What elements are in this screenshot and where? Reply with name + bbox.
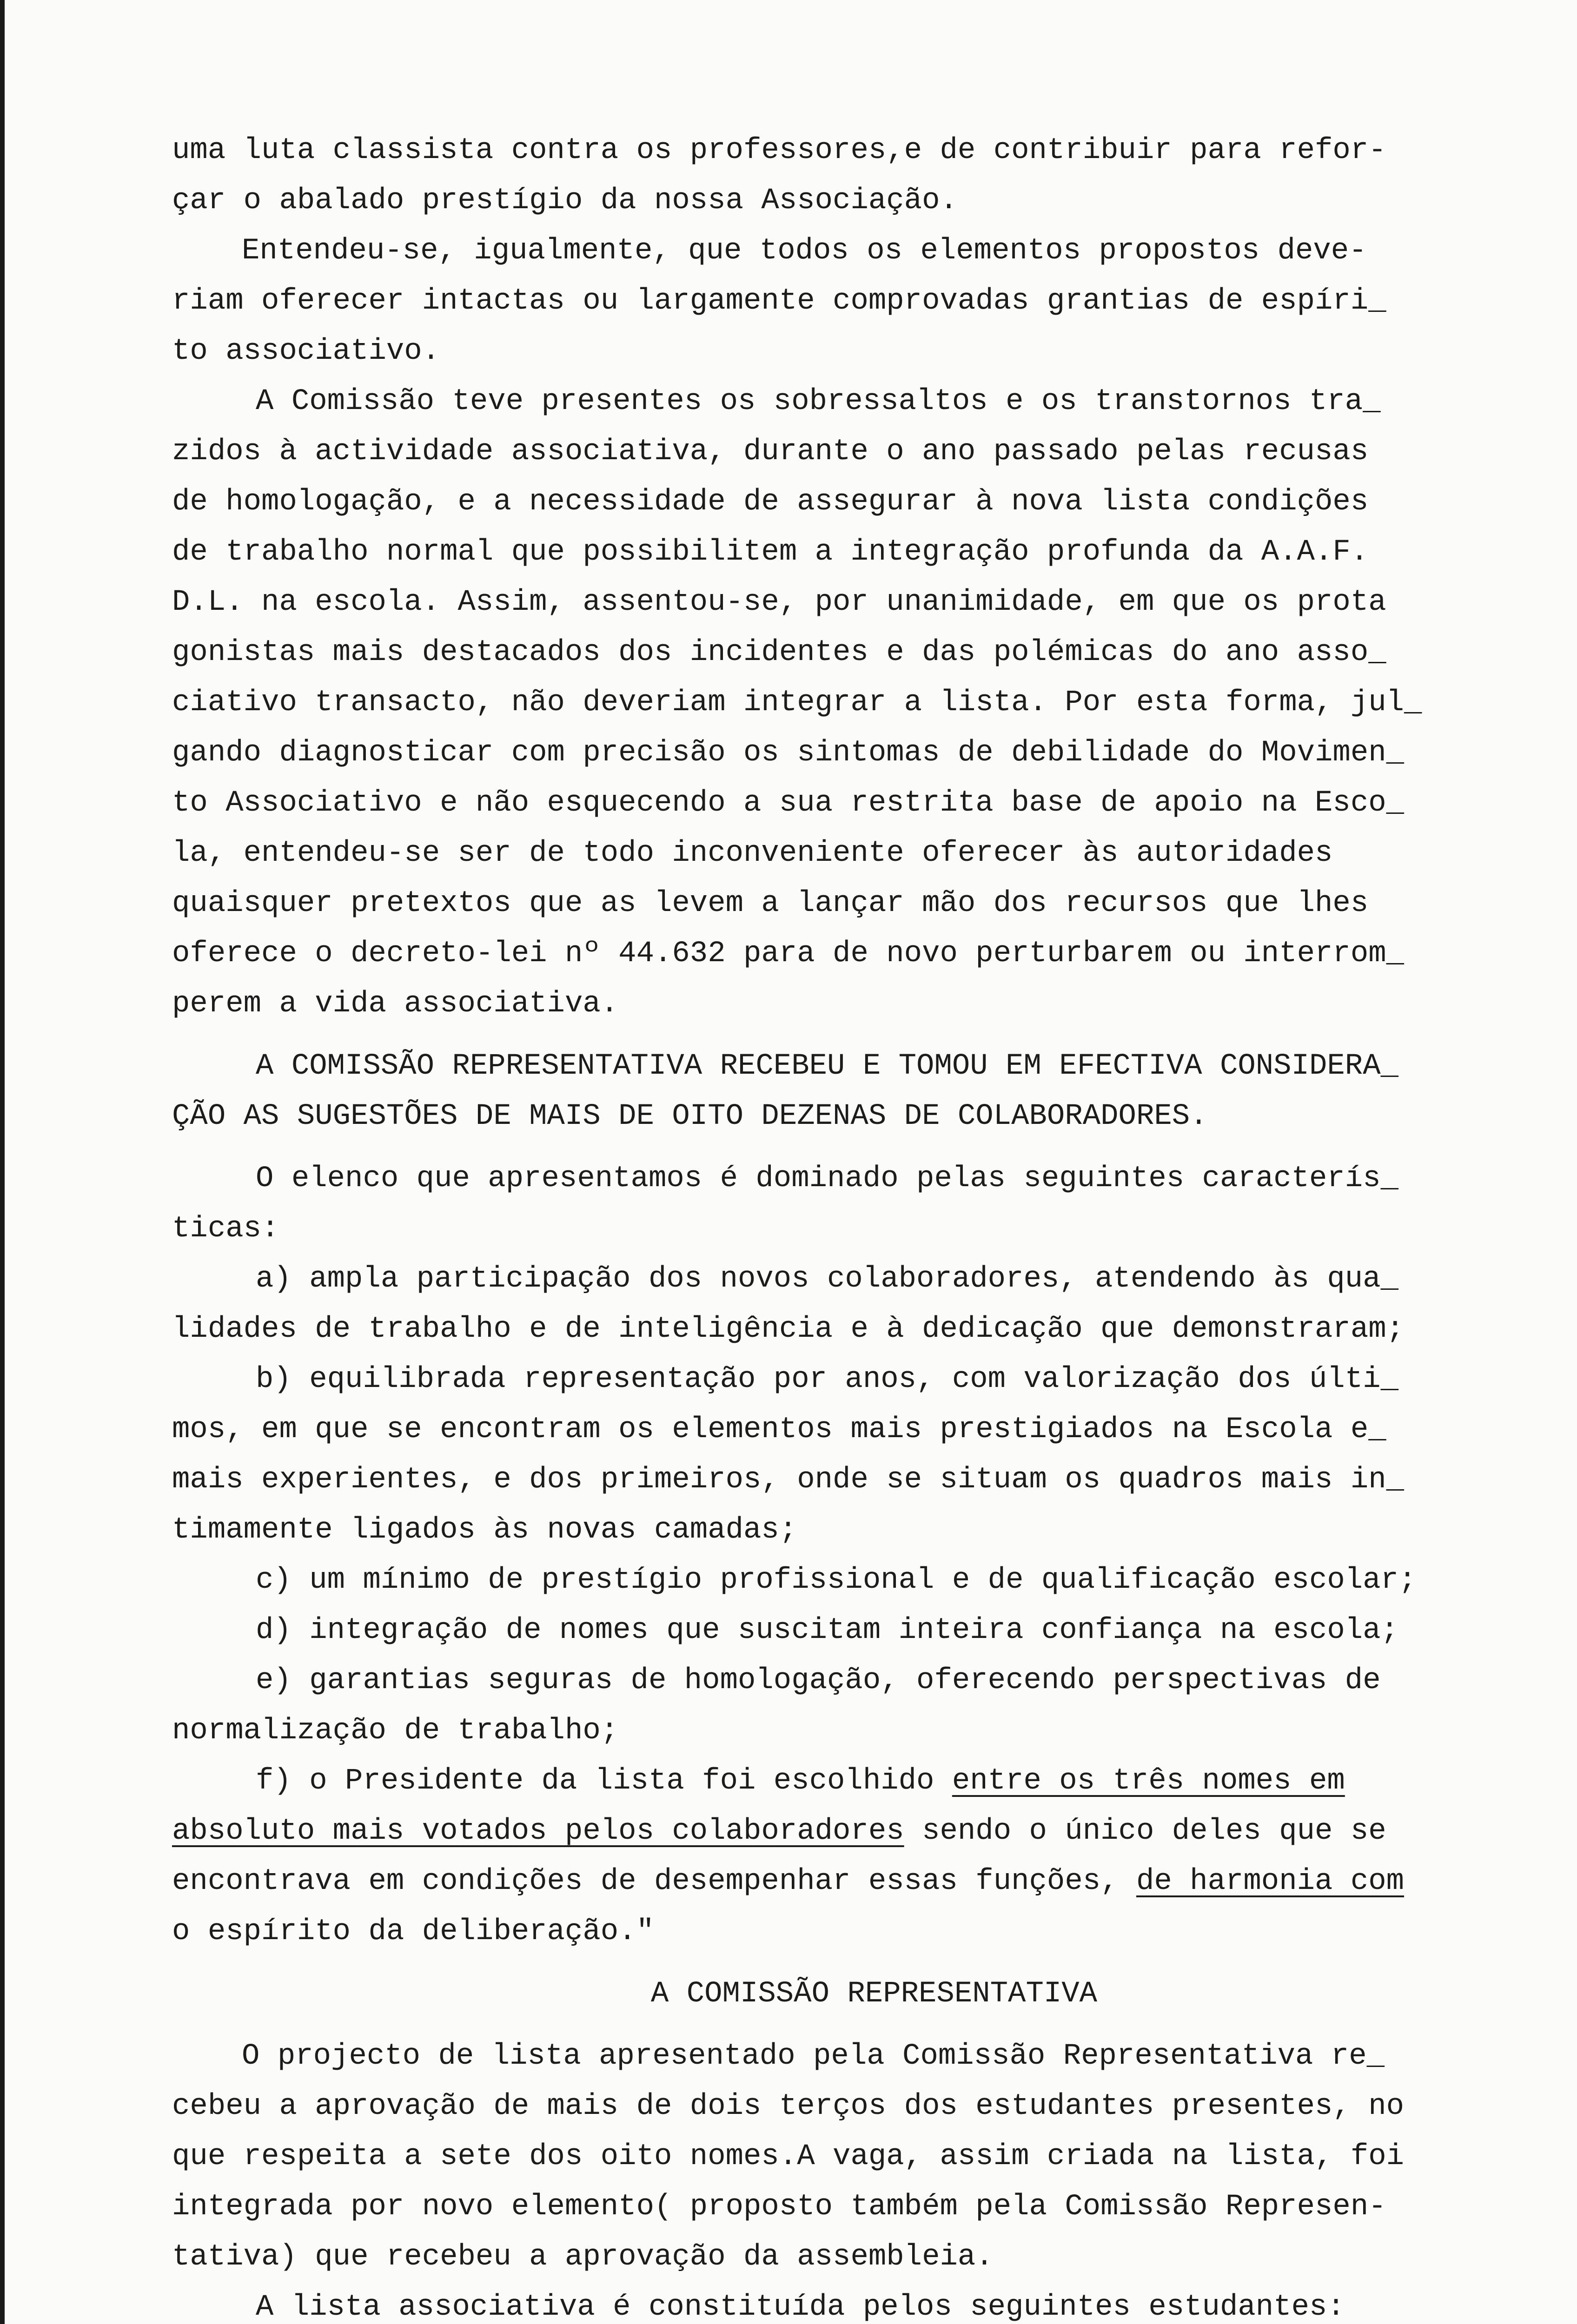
item-f-text: encontrava em condições de desempenhar essas funções, [172,1865,1136,1898]
body-line: la, entendeu-se ser de todo inconveniente oferecer às autoridades [172,837,1333,870]
elenco-line-1: O elenco que apresentamos é dominado pelas seguintes caracterís_ [256,1162,1398,1195]
item-f-underlined: de harmonia com [1136,1865,1405,1898]
body-line: perem a vida associativa. [172,987,619,1021]
body-line: to associativo. [172,335,440,368]
item-f-underlined: entre os três nomes em [952,1764,1345,1798]
item-f-underlined: absoluto mais votados pelos colaboradores [172,1815,904,1848]
body-line: oferece o decreto-lei nº 44.632 para de novo perturbarem ou interrom_ [172,937,1405,971]
body-line: to Associativo e não esquecendo a sua restrita base de apoio na Esco_ [172,786,1405,820]
caps-heading-line-1: A COMISSÃO REPRESENTATIVA RECEBEU E TOMOU EM EFECTIVA CONSIDERA_ [256,1050,1398,1083]
result-line: integrada por novo elemento( proposto também pela Comissão Represen- [172,2190,1386,2224]
result-line: que respeita a sete dos oito nomes.A vaga, assim criada na lista, foi [172,2140,1405,2173]
body-line: A Comissão teve presentes os sobressaltos e os transtornos tra_ [256,385,1381,418]
item-b-line-3: mais experientes, e dos primeiros, onde se situam os quadros mais in_ [172,1463,1405,1497]
result-line: O projecto de lista apresentado pela Comissão Representativa re_ [242,2040,1385,2073]
item-f-line-1 [172,1756,1437,1806]
elenco-line-2: ticas: [172,1212,279,1246]
spacer [172,1029,1437,1041]
item-a-line-1: a) ampla participação dos novos colaboradores, atendendo às qua_ [256,1262,1398,1296]
item-e-line-1: e) garantias seguras de homologação, oferecendo perspectivas de [256,1664,1381,1697]
item-d: d) integração de nomes que suscitam inteira confiança na escola; [256,1614,1398,1647]
body-line: gando diagnosticar com precisão os sintomas de debilidade do Movimen_ [172,736,1405,770]
item-f-text: f) o Presidente da lista foi escolhido [256,1764,952,1798]
document-body [172,125,1437,2324]
item-b-line-4: timamente ligados às novas camadas; [172,1513,797,1547]
scan-left-edge [0,0,5,2324]
spacer [172,1957,1437,1969]
result-line: A lista associativa é constituída pelos seguintes estudantes: [256,2291,1345,2324]
item-f-line-2 [172,1806,1437,1856]
body-line: de trabalho normal que possibilitem a integração profunda da A.A.F. [172,535,1369,569]
spacer [172,1142,1437,1154]
result-line: tativa) que recebeu a aprovação da assembleia. [172,2240,994,2274]
item-f-line-3 [172,1856,1437,1907]
item-a-line-2: lidades de trabalho e de inteligência e à dedicação que demonstraram; [172,1313,1405,1346]
body-line: ciativo transacto, não deveriam integrar a lista. Por esta forma, jul_ [172,686,1422,720]
body-line: çar o abalado prestígio da nossa Associação. [172,184,958,218]
body-line: D.L. na escola. Assim, assentou-se, por unanimidade, em que os prota [172,586,1386,619]
item-b-line-1: b) equilibrada representação por anos, com valorização dos últi_ [256,1363,1398,1396]
body-line: gonistas mais destacados dos incidentes e das polémicas do ano asso_ [172,636,1386,669]
body-line: quaisquer pretextos que as levem a lançar mão dos recursos que lhes [172,887,1369,920]
item-f-text: sendo o único deles que se [904,1815,1386,1848]
body-line: Entendeu-se, igualmente, que todos os elementos propostos deve- [242,234,1367,268]
body-line: de homologação, e a necessidade de assegurar à nova lista condições [172,485,1369,519]
spacer [172,2019,1437,2031]
caps-heading-line-2: ÇÃO AS SUGESTÕES DE MAIS DE OITO DEZENAS DE COLABORADORES. [172,1100,1208,1133]
body-line: riam oferecer intactas ou largamente comprovadas grantias de espíri_ [172,284,1386,318]
body-line: zidos à actividade associativa, durante o ano passado pelas recusas [172,435,1369,469]
body-line: uma luta classista contra os professores,e de contribuir para refor- [172,134,1386,167]
signature: A COMISSÃO REPRESENTATIVA [650,1977,1098,2011]
result-line: cebeu a aprovação de mais de dois terços dos estudantes presentes, no [172,2090,1405,2123]
item-c: c) um mínimo de prestígio profissional e de qualificação escolar; [256,1564,1417,1597]
item-f-line-4: o espírito da deliberação." [172,1915,654,1948]
item-e-line-2: normalização de trabalho; [172,1714,619,1748]
item-b-line-2: mos, em que se encontram os elementos mais prestigiados na Escola e_ [172,1413,1386,1446]
